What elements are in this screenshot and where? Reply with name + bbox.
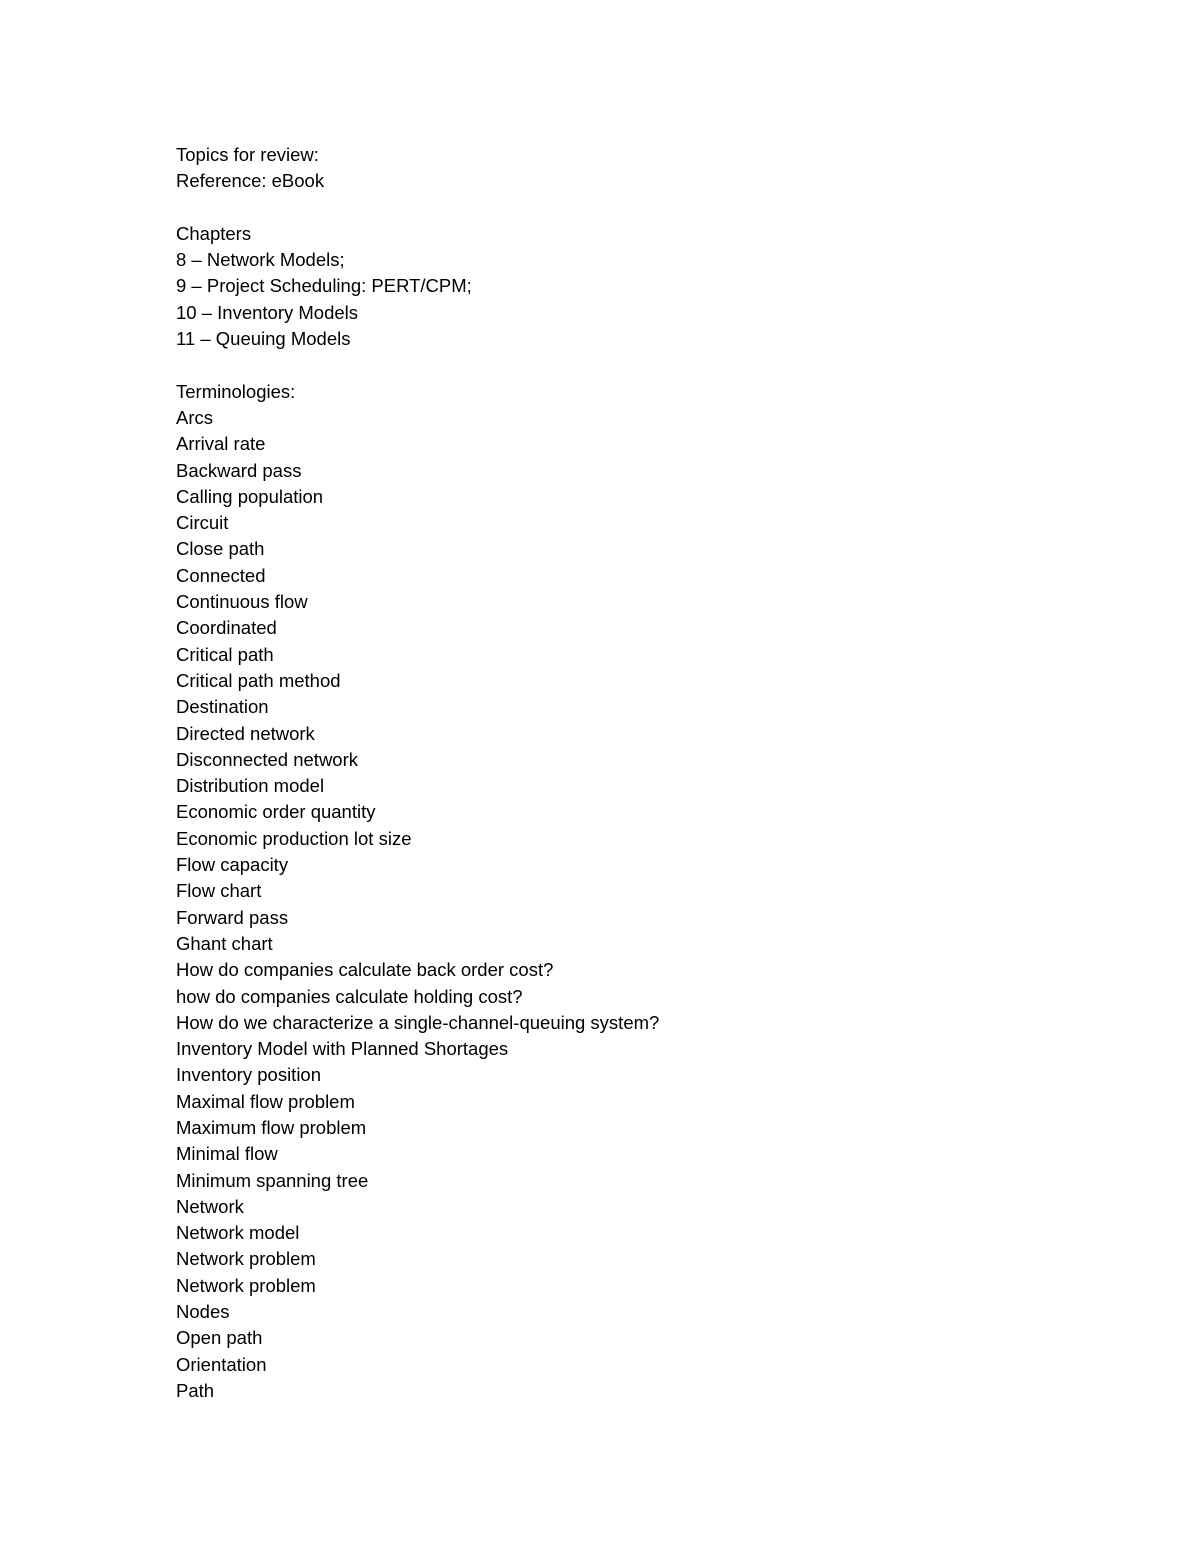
term-item: Backward pass bbox=[176, 459, 302, 481]
term-item: Arrival rate bbox=[176, 433, 266, 455]
term-item: Inventory position bbox=[176, 1064, 322, 1086]
term-item: Network model bbox=[176, 1222, 300, 1244]
term-item: Arcs bbox=[176, 406, 213, 428]
chapter-item: 9 – Project Scheduling: PERT/CPM; bbox=[176, 275, 472, 297]
term-item: How do companies calculate back order cost? bbox=[176, 959, 554, 981]
term-item: How do we characterize a single-channel-queuing system? bbox=[176, 1011, 660, 1033]
term-item: Network bbox=[176, 1195, 244, 1217]
term-item: how do companies calculate holding cost? bbox=[176, 985, 523, 1007]
term-item: Orientation bbox=[176, 1353, 267, 1375]
chapter-item: 11 – Queuing Models bbox=[176, 328, 351, 350]
term-item: Maximum flow problem bbox=[176, 1116, 367, 1138]
term-item: Minimum spanning tree bbox=[176, 1169, 369, 1191]
term-item: Close path bbox=[176, 538, 265, 560]
term-item: Connected bbox=[176, 564, 266, 586]
blank-line bbox=[176, 195, 1136, 221]
chapters-heading: Chapters bbox=[176, 222, 252, 244]
term-item: Distribution model bbox=[176, 775, 325, 797]
term-item: Inventory Model with Planned Shortages bbox=[176, 1038, 509, 1060]
term-item: Flow chart bbox=[176, 880, 262, 902]
term-item: Coordinated bbox=[176, 617, 277, 639]
term-item: Path bbox=[176, 1379, 215, 1401]
term-item: Network problem bbox=[176, 1248, 316, 1270]
term-item: Disconnected network bbox=[176, 748, 359, 770]
terminologies-list bbox=[176, 405, 1136, 1404]
chapter-item: 10 – Inventory Models bbox=[176, 301, 359, 323]
blank-line bbox=[176, 352, 1136, 378]
term-item: Nodes bbox=[176, 1301, 230, 1323]
term-item: Forward pass bbox=[176, 906, 289, 928]
term-item: Maximal flow problem bbox=[176, 1090, 355, 1112]
term-item: Critical path method bbox=[176, 669, 341, 691]
terminologies-heading: Terminologies: bbox=[176, 380, 296, 402]
term-item: Calling population bbox=[176, 485, 324, 507]
term-item: Economic order quantity bbox=[176, 801, 376, 823]
term-item: Flow capacity bbox=[176, 854, 289, 876]
reference-line: Reference: eBook bbox=[176, 170, 325, 192]
term-item: Continuous flow bbox=[176, 591, 308, 613]
topics-heading: Topics for review: bbox=[176, 144, 319, 165]
chapter-item: 8 – Network Models; bbox=[176, 249, 345, 271]
term-item: Ghant chart bbox=[176, 932, 273, 954]
document-body bbox=[176, 142, 1136, 1404]
term-item: Economic production lot size bbox=[176, 827, 412, 849]
term-item: Critical path bbox=[176, 643, 274, 665]
term-item: Open path bbox=[176, 1327, 263, 1349]
term-item: Destination bbox=[176, 696, 269, 718]
chapters-list bbox=[176, 247, 1136, 352]
term-item: Minimal flow bbox=[176, 1143, 278, 1165]
term-item: Directed network bbox=[176, 722, 315, 744]
term-item: Network problem bbox=[176, 1274, 316, 1296]
term-item: Circuit bbox=[176, 512, 229, 534]
